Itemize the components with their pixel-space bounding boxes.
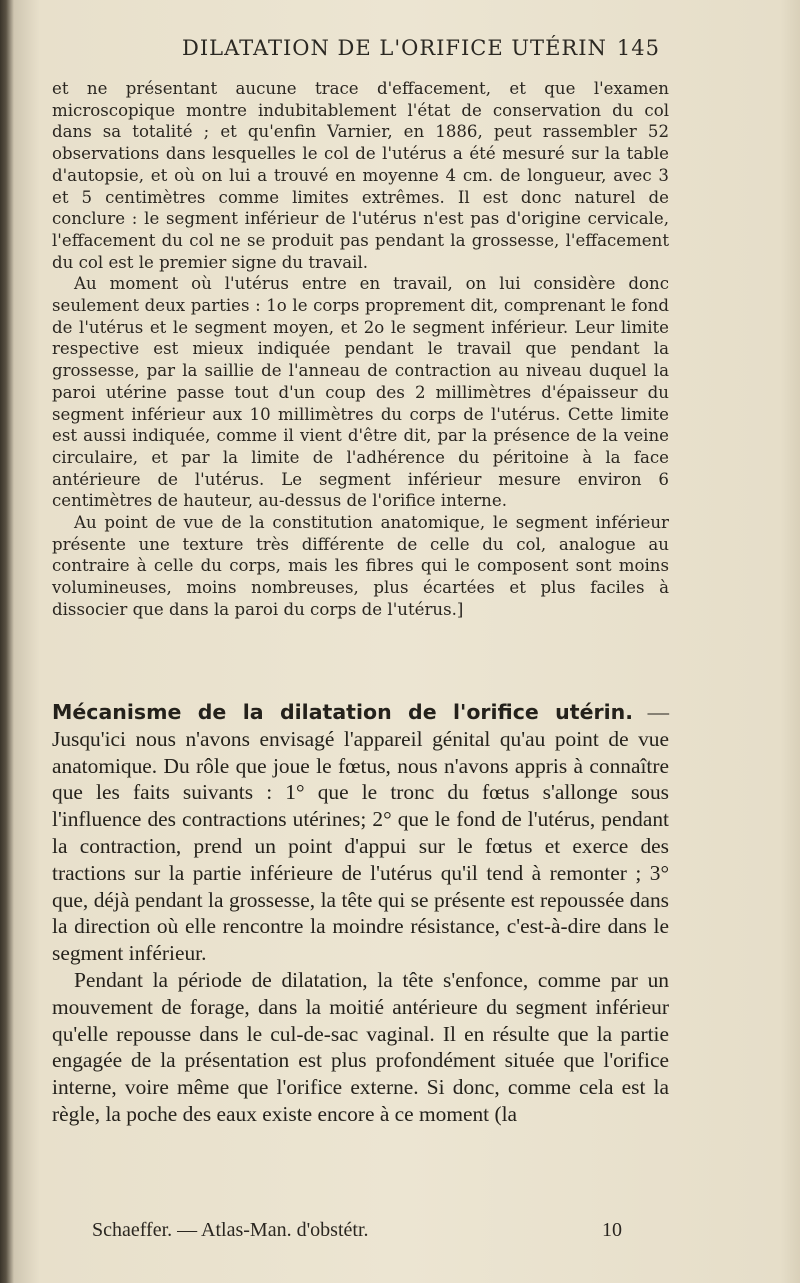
section-first-text: Jusqu'ici nous n'avons envisagé l'appareil génital qu'au point de vue anatomique. Du rôle que joue le fœtus, nous n'avons appris à connaître que les faits suivants : 1° que le tronc du fœtus s'allonge sous l'influence des contractions utérines; 2° que le fond de l'utérus, pendant la contraction, prend un point d'appui sur le fœtus et exerce des tractions sur la partie inférieure de l'utérus qu'il tend à remonter ; 3° que, déjà pendant la grossesse, la tête qui se présente est repoussée dans la direction où elle rencontre la moindre résistance, c'est-à-dire dans le segment inférieur.	[52, 726, 669, 966]
section-second-paragraph: Pendant la période de dilatation, la tête s'enfonce, comme par un mouvement de forage, dans la moitié antérieure du segment inférieur qu'elle repousse dans le cul-de-sac vaginal. Il en résulte que la partie engagée de la présentation est plus profondément située que l'orifice interne, voire même que l'orifice externe. Si donc, comme cela est la règle, la poche des eaux existe encore à ce moment (la	[52, 967, 669, 1126]
paragraph-anatomy: Au point de vue de la constitution anatomique, le segment inférieur présente une texture très différente de celle du col, analogue au contraire à celle du corps, mais les fibres qui le composent sont moins volumineuses, moins nombreuses, plus écartées et plus faciles à dissocier que dans la paroi du corps de l'utérus.]	[52, 513, 669, 619]
heading-dash: —	[633, 700, 669, 724]
footer-signature: Schaeffer. — Atlas-Man. d'obstétr.	[92, 1219, 369, 1241]
paragraph-continuation: et ne présentant aucune trace d'effacement, et que l'examen microscopique montre indubitablement l'état de conservation du col dans sa totalité ; et qu'enfin Varnier, en 1886, peut rassembler 52 observations dans lesquelles le col de l'utérus a été mesuré sur la table d'autopsie, et où on lui a trouvé en moyenne 4 cm. de longueur, avec 3 et 5 centimètres comme limites extrêmes. Il est donc naturel de conclure : le segment inférieur de l'utérus n'est pas d'origine cervicale, l'effacement du col ne se produit pas pendant la grossesse, l'effacement du col est le premier signe du travail.	[52, 79, 669, 272]
page-number: 145	[616, 36, 660, 60]
running-title: DILATATION DE L'ORIFICE UTÉRIN	[182, 36, 607, 60]
section-mechanism	[52, 699, 669, 1128]
small-print-block	[52, 78, 669, 621]
section-heading: Mécanisme de la dilatation de l'orifice utérin.	[52, 700, 633, 724]
sheet-number: 10	[602, 1219, 622, 1241]
section-first-paragraph	[52, 699, 669, 967]
paragraph-uterus-parts: Au moment où l'utérus entre en travail, on lui considère donc seulement deux parties : 1o le corps proprement dit, comprenant le fond de l'utérus et le segment moyen, et 2o le segment inférieur. Leur limite respective est mieux indiquée pendant le travail que pendant la grossesse, par la saillie de l'anneau de contraction au niveau duquel la paroi utérine passe tout d'un coup des 2 millimètres d'épaisseur du segment inférieur aux 10 millimètres du corps de l'utérus. Cette limite est aussi indiquée, comme il vient d'être dit, par la présence de la veine circulaire, et par la limite de l'adhérence du péritoine à la face antérieure de l'utérus. Le segment inférieur mesure environ 6 centimètres de hauteur, au-dessus de l'orifice interne.	[52, 274, 669, 511]
